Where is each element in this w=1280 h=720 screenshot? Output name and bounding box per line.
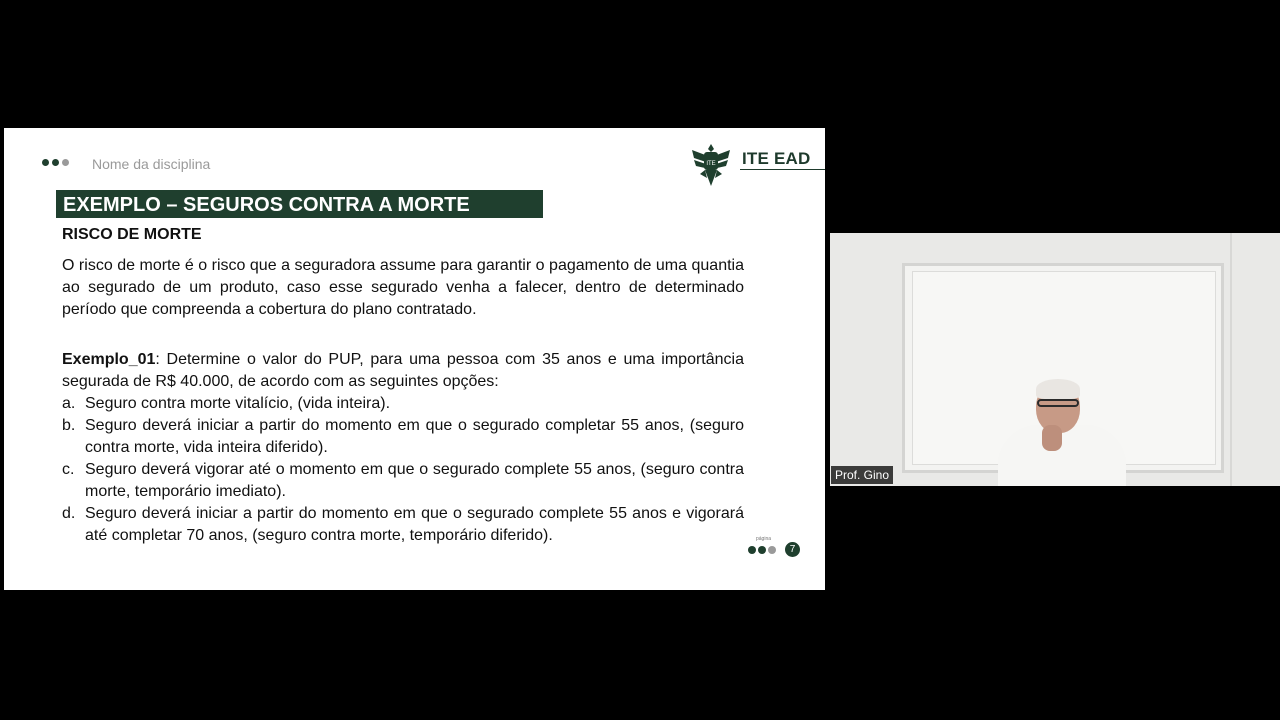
- header-dots: [42, 159, 69, 166]
- option-label: c.: [62, 461, 75, 478]
- logo-underline: [740, 169, 825, 170]
- option-item: [62, 393, 744, 415]
- option-label: a.: [62, 395, 76, 412]
- subject-name: Nome da disciplina: [92, 156, 211, 172]
- presentation-slide: [4, 128, 825, 590]
- option-text: Seguro deverá iniciar a partir do momento em que o segurado complete 55 anos e vigorará até completar 70 anos, (seguro contra morte, temporário diferido).: [85, 505, 744, 544]
- page-word: página: [756, 536, 772, 542]
- option-text: Seguro contra morte vitalício, (vida inteira).: [85, 395, 391, 412]
- presenter: [998, 425, 1126, 486]
- option-item: [62, 503, 744, 547]
- example-intro: [62, 349, 744, 393]
- slide-title: EXEMPLO – SEGUROS CONTRA A MORTE: [56, 190, 543, 218]
- option-text: Seguro deverá iniciar a partir do momento em que o segurado completar 55 anos, (seguro contra morte, vida inteira diferido).: [85, 417, 744, 456]
- webcam-video[interactable]: [830, 233, 1280, 486]
- option-item: [62, 459, 744, 503]
- svg-text:ITE: ITE: [706, 161, 716, 167]
- example-block: [62, 349, 744, 547]
- page-number-badge: 7: [785, 542, 800, 557]
- option-label: b.: [62, 417, 76, 434]
- option-text: Seguro deverá vigorar até o momento em que o segurado complete 55 anos, (seguro contra morte, temporário imediato).: [85, 461, 744, 500]
- eagle-logo-icon: [690, 140, 732, 188]
- glasses-icon: [1037, 399, 1079, 407]
- logo-text: ITE EAD: [742, 149, 811, 168]
- example-text: : Determine o valor do PUP, para uma pessoa com 35 anos e uma importância segurada de R$ 40.000, de acordo com as seguintes opções:: [62, 351, 744, 390]
- option-item: [62, 415, 744, 459]
- example-label: Exemplo_01: [62, 351, 156, 368]
- definition-paragraph: O risco de morte é o risco que a seguradora assume para garantir o pagamento de uma quantia ao segurado de um produto, caso esse segurado venha a falecer, dentro de determinado período que compreenda a cobertura do plano contratado.: [62, 257, 744, 318]
- participant-name-label: Prof. Gino: [831, 466, 893, 484]
- option-label: d.: [62, 505, 76, 522]
- page-dots: [748, 546, 776, 554]
- slide-subtitle: RISCO DE MORTE: [62, 226, 202, 243]
